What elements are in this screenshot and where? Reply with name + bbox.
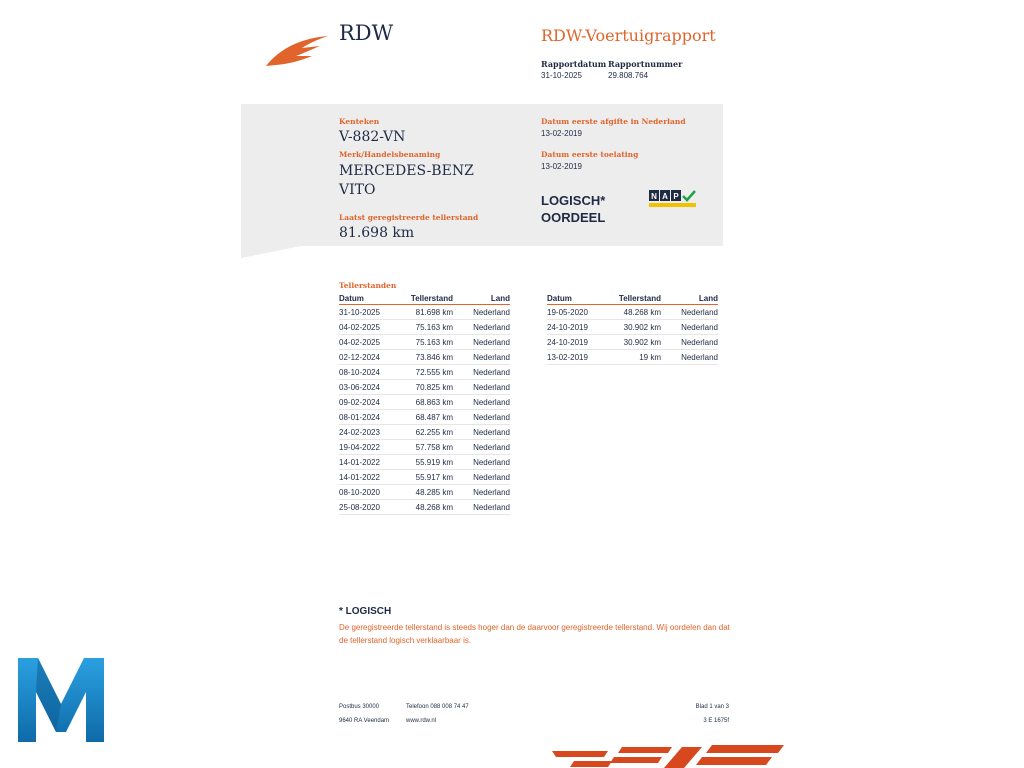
svg-text:A: A: [662, 192, 668, 201]
cell-country: Nederland: [453, 455, 510, 470]
verdict-line-2: OORDEEL: [541, 210, 606, 225]
cell-date: 02-12-2024: [339, 350, 401, 365]
cell-date: 31-10-2025: [339, 305, 401, 320]
cell-reading: 68.487 km: [401, 410, 453, 425]
first-issue-nl-label: Datum eerste afgifte in Nederland: [541, 117, 686, 126]
make-value: MERCEDES-BENZ: [339, 163, 474, 179]
footer-website[interactable]: www.rdw.nl: [406, 718, 437, 724]
col-reading: Tellerstand: [609, 292, 661, 305]
cell-date: 19-05-2020: [547, 305, 609, 320]
cell-reading: 19 km: [609, 350, 661, 365]
panel-tail: [241, 246, 301, 258]
cell-country: Nederland: [453, 320, 510, 335]
cell-country: Nederland: [453, 425, 510, 440]
cell-date: 19-04-2022: [339, 440, 401, 455]
cell-country: Nederland: [453, 470, 510, 485]
table-row: [339, 350, 510, 365]
table-row: [547, 305, 718, 320]
table-row: [339, 500, 510, 515]
cell-reading: 48.285 km: [401, 485, 453, 500]
footer-phone: Telefoon 088 008 74 47: [406, 704, 469, 710]
cell-reading: 81.698 km: [401, 305, 453, 320]
plate-value: V-882-VN: [339, 129, 406, 145]
odometer-table-left: [339, 292, 510, 515]
odometer-title: Tellerstanden: [339, 281, 397, 290]
table-header-row: [547, 292, 718, 305]
cell-reading: 30.902 km: [609, 335, 661, 350]
cell-country: Nederland: [453, 380, 510, 395]
col-date: Datum: [547, 292, 609, 305]
table-row: [339, 320, 510, 335]
cell-country: Nederland: [453, 410, 510, 425]
cell-reading: 57.758 km: [401, 440, 453, 455]
cell-date: 24-10-2019: [547, 320, 609, 335]
cell-reading: 70.825 km: [401, 380, 453, 395]
cell-reading: 62.255 km: [401, 425, 453, 440]
cell-date: 03-06-2024: [339, 380, 401, 395]
cell-reading: 48.268 km: [609, 305, 661, 320]
report-number: 29.808.764: [608, 71, 649, 80]
table-row: [339, 485, 510, 500]
table-row: [339, 305, 510, 320]
footnote-text: De geregistreerde tellerstand is steeds hoger dan de daarvoor geregistreerde tellerstand. Wij oordelen dan dat de tellerstand logisch verklaarbaar is.: [339, 623, 730, 645]
cell-country: Nederland: [661, 320, 718, 335]
cell-reading: 68.863 km: [401, 395, 453, 410]
table-row: [339, 455, 510, 470]
first-issue-nl-value: 13-02-2019: [541, 129, 582, 138]
col-reading: Tellerstand: [401, 292, 453, 305]
col-country: Land: [453, 292, 510, 305]
cell-date: 08-01-2024: [339, 410, 401, 425]
footer-page: Blad 1 van 3: [695, 704, 729, 710]
footer-code: 3 E 1675f: [703, 718, 729, 724]
cell-country: Nederland: [453, 365, 510, 380]
col-country: Land: [661, 292, 718, 305]
model-value: VITO: [339, 182, 376, 198]
verdict-line-1: LOGISCH*: [541, 193, 606, 208]
report-date-label: Rapportdatum: [541, 59, 607, 69]
nap-badge-icon: [649, 190, 696, 207]
cell-country: Nederland: [661, 335, 718, 350]
cell-reading: 72.555 km: [401, 365, 453, 380]
stripe-logo-icon: [552, 745, 784, 768]
cell-country: Nederland: [453, 440, 510, 455]
table-row: [547, 350, 718, 365]
footer-city: 9640 RA Veendam: [339, 718, 390, 724]
brand-name: RDW: [339, 21, 394, 45]
col-date: Datum: [339, 292, 401, 305]
cell-country: Nederland: [661, 350, 718, 365]
table-row: [339, 470, 510, 485]
cell-country: Nederland: [453, 485, 510, 500]
table-row: [339, 410, 510, 425]
cell-date: 24-10-2019: [547, 335, 609, 350]
cell-date: 04-02-2025: [339, 335, 401, 350]
cell-reading: 75.163 km: [401, 335, 453, 350]
report-date: 31-10-2025: [541, 71, 582, 80]
table-row: [547, 335, 718, 350]
m-logo-icon: [16, 652, 106, 744]
cell-date: 13-02-2019: [547, 350, 609, 365]
cell-reading: 30.902 km: [609, 320, 661, 335]
cell-date: 08-10-2020: [339, 485, 401, 500]
cell-country: Nederland: [453, 500, 510, 515]
table-row: [339, 425, 510, 440]
cell-reading: 55.917 km: [401, 470, 453, 485]
first-admission-value: 13-02-2019: [541, 162, 582, 171]
cell-date: 24-02-2023: [339, 425, 401, 440]
plate-label: Kenteken: [339, 117, 380, 126]
cell-date: 04-02-2025: [339, 320, 401, 335]
last-odometer-label: Laatst geregistreerde tellerstand: [339, 213, 479, 222]
report-title: RDW-Voertuigrapport: [541, 26, 716, 45]
table-row: [339, 395, 510, 410]
cell-country: Nederland: [661, 305, 718, 320]
cell-reading: 55.919 km: [401, 455, 453, 470]
cell-date: 14-01-2022: [339, 455, 401, 470]
cell-date: 25-08-2020: [339, 500, 401, 515]
svg-text:N: N: [651, 192, 657, 201]
table-row: [339, 440, 510, 455]
table-row: [339, 365, 510, 380]
cell-reading: 73.846 km: [401, 350, 453, 365]
table-row: [339, 335, 510, 350]
table-row: [339, 380, 510, 395]
table-row: [547, 320, 718, 335]
rdw-logo-icon: [262, 34, 334, 70]
cell-reading: 75.163 km: [401, 320, 453, 335]
cell-country: Nederland: [453, 305, 510, 320]
verdict: [541, 192, 605, 226]
odometer-table-right: [547, 292, 718, 365]
last-odometer-value: 81.698 km: [339, 225, 415, 241]
cell-date: 08-10-2024: [339, 365, 401, 380]
cell-country: Nederland: [453, 350, 510, 365]
make-label: Merk/Handelsbenaming: [339, 150, 441, 159]
footer-postbus: Postbus 30000: [339, 704, 380, 710]
report-number-label: Rapportnummer: [608, 59, 683, 69]
cell-country: Nederland: [453, 395, 510, 410]
cell-country: Nederland: [453, 335, 510, 350]
table-header-row: [339, 292, 510, 305]
first-admission-label: Datum eerste toelating: [541, 150, 639, 159]
cell-reading: 48.268 km: [401, 500, 453, 515]
cell-date: 09-02-2024: [339, 395, 401, 410]
footnote-title: * LOGISCH: [339, 606, 392, 617]
cell-date: 14-01-2022: [339, 470, 401, 485]
svg-text:P: P: [673, 192, 679, 201]
